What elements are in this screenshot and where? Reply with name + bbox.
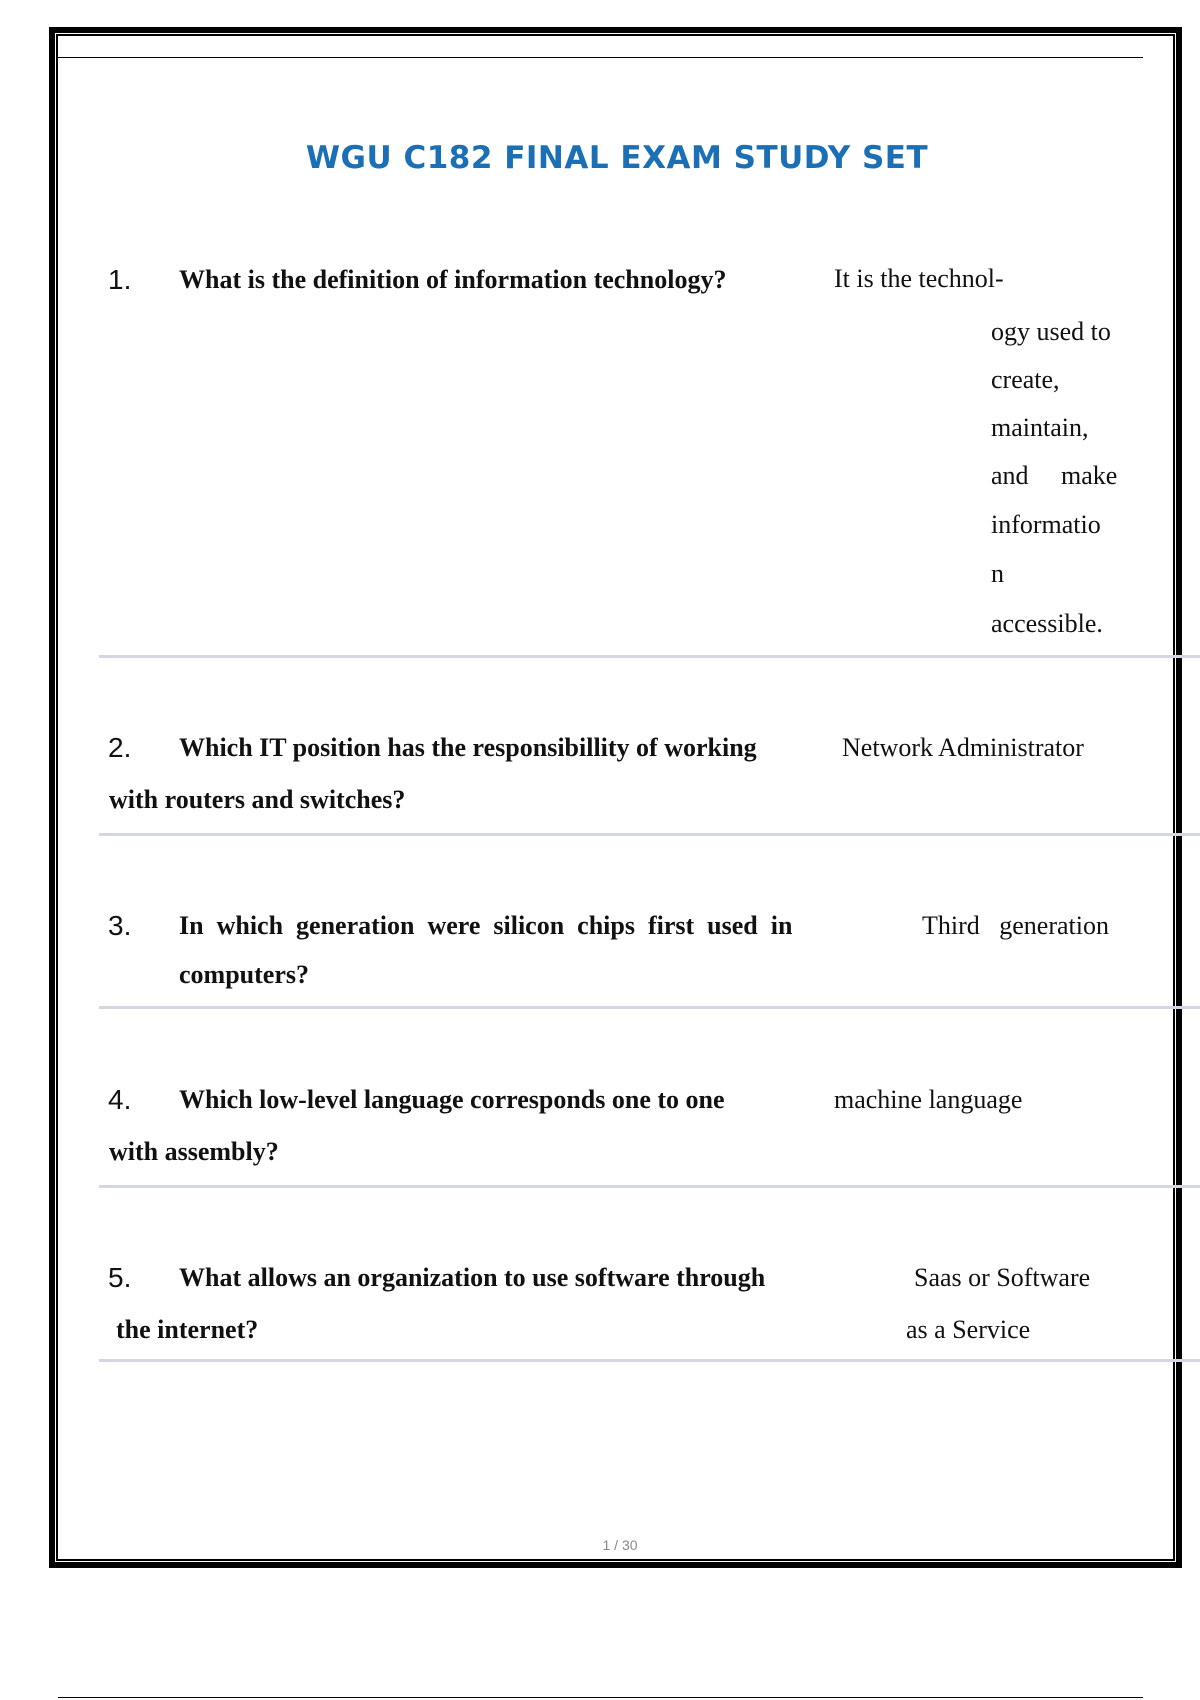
answer-line: Saas or Software: [914, 1263, 1091, 1292]
question-text: the internet?: [116, 1315, 259, 1344]
question-separator: [99, 1185, 1200, 1188]
answer-line: machine language: [834, 1085, 1023, 1114]
question-number: 3.: [108, 910, 132, 941]
answer-line: informatio: [991, 510, 1101, 539]
question-text: In which generation were silicon chips first used in: [179, 911, 793, 940]
answer-line: maintain,: [991, 413, 1089, 442]
question-number: 2.: [108, 732, 132, 763]
question-text: Which low-level language corresponds one to one: [179, 1085, 725, 1114]
answer-line: Third generation: [922, 911, 1109, 940]
answer-line: n: [991, 559, 1004, 588]
document-title: WGU C182 FINAL EXAM STUDY SET: [305, 140, 929, 176]
answer-line: as a Service: [906, 1315, 1031, 1344]
answer-line: Network Administrator: [842, 733, 1084, 762]
answer-line: create,: [991, 365, 1060, 394]
answer-line: ogy used to: [991, 317, 1111, 346]
question-text: with assembly?: [109, 1137, 279, 1166]
question-text: Which IT position has the responsibillity of working: [179, 733, 757, 762]
answer-line: and make: [991, 461, 1118, 490]
question-number: 5.: [108, 1262, 132, 1293]
question-separator: [99, 655, 1200, 658]
question-separator: [99, 1006, 1200, 1009]
page-indicator: 1 / 30: [602, 1537, 638, 1553]
question-text: What is the definition of information technology?: [179, 265, 727, 294]
separator-bar: [1177, 636, 1182, 655]
question-text: with routers and switches?: [109, 785, 406, 814]
question-separator: [99, 833, 1200, 836]
question-number: 4.: [108, 1084, 132, 1115]
question-text: computers?: [179, 960, 309, 989]
answer-line: It is the technol-: [834, 264, 1004, 293]
question-text: What allows an organization to use software through: [179, 1263, 766, 1292]
question-separator: [99, 1359, 1200, 1362]
top-rule: [58, 57, 1143, 58]
answer-line: accessible.: [991, 609, 1103, 638]
question-number: 1.: [108, 264, 132, 295]
bottom-rule: [58, 1697, 1143, 1698]
